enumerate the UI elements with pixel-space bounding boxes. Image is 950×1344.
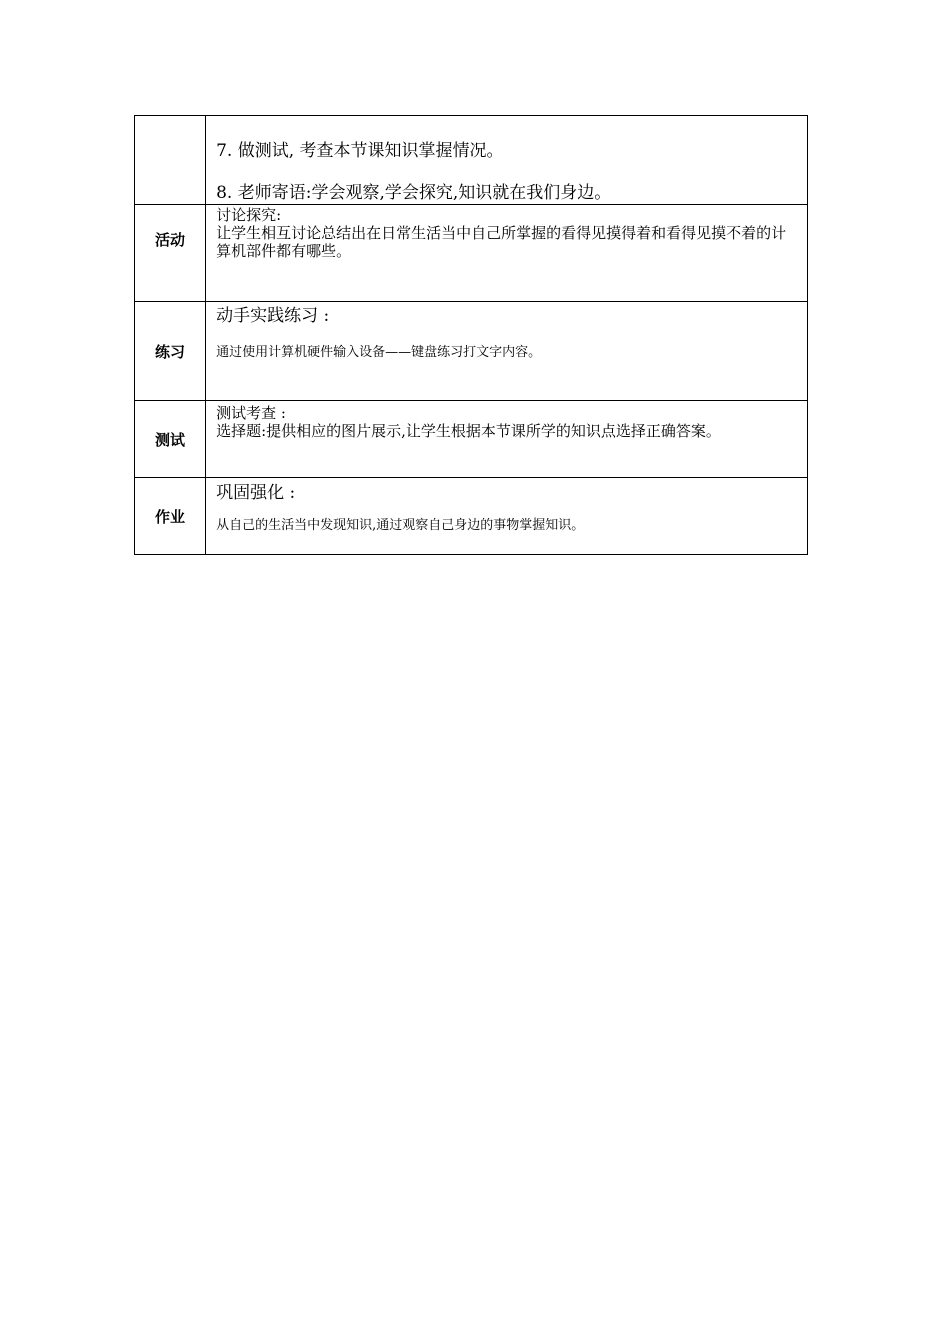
homework-heading: 巩固强化 : [216, 483, 296, 503]
practice-body: 通过使用计算机硬件输入设备——键盘练习打文字内容。 [216, 345, 542, 360]
practice-cell [206, 302, 808, 401]
row-label-homework: 作业 [135, 478, 206, 555]
test-body: 选择题:提供相应的图片展示,让学生根据本节课所学的知识点选择正确答案。 [216, 422, 721, 440]
table-row-practice [135, 302, 808, 401]
row-label-activity: 活动 [135, 205, 206, 302]
test-heading: 测试考查 : [216, 404, 286, 422]
lesson-plan-table [134, 115, 808, 555]
activity-cell [206, 205, 808, 302]
activity-body: 让学生相互讨论总结出在日常生活当中自己所掌握的看得见摸得着和看得见摸不着的计算机部件都有哪些。 [216, 224, 787, 260]
row-label-practice: 练习 [135, 302, 206, 401]
table-row-steps [135, 116, 808, 205]
test-cell [206, 401, 808, 478]
activity-heading: 讨论探究: [216, 206, 282, 224]
step-8-text: 8. 老师寄语:学会观察,学会探究,知识就在我们身边。 [216, 183, 612, 203]
table-row-homework [135, 478, 808, 555]
homework-body: 从自己的生活当中发现知识,通过观察自己身边的事物掌握知识。 [216, 518, 585, 533]
practice-heading: 动手实践练习 : [216, 306, 330, 326]
steps-cell [206, 116, 808, 205]
step-7-text: 7. 做测试, 考查本节课知识掌握情况。 [216, 141, 504, 161]
row-label-test: 测试 [135, 401, 206, 478]
homework-cell [206, 478, 808, 555]
table-row-test [135, 401, 808, 478]
row-label-empty [135, 116, 206, 205]
table-row-activity [135, 205, 808, 302]
